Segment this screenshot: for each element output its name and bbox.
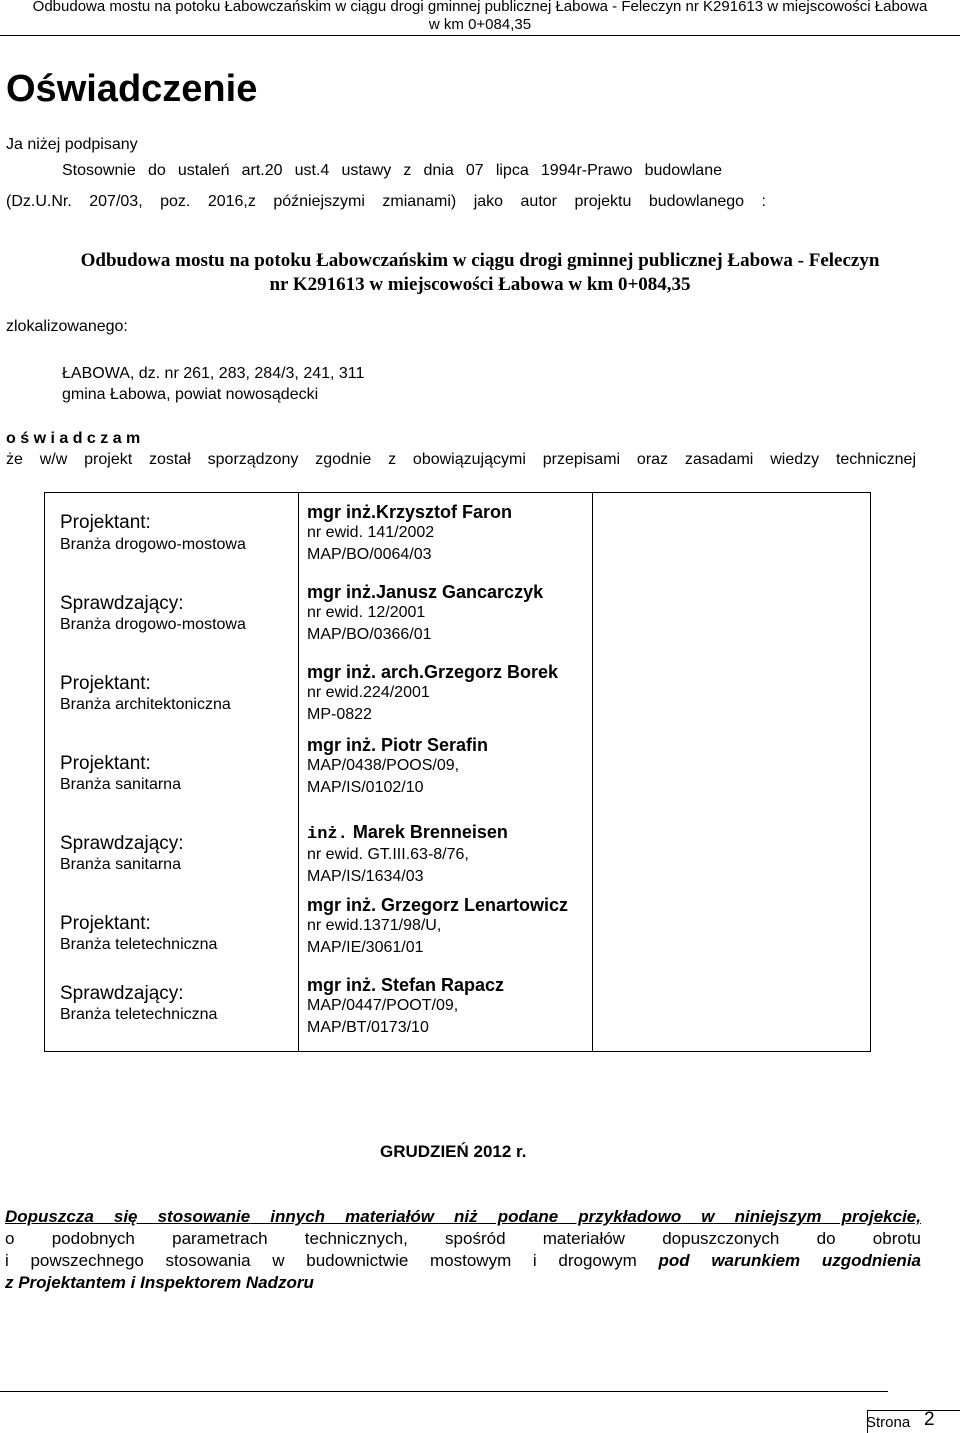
role-department: Branża sanitarna <box>60 856 181 873</box>
running-header-line-2: w km 0+084,35 <box>428 16 532 33</box>
person-license: MAP/0447/POOT/09, <box>307 997 459 1014</box>
notice-line: o podobnych parametrach technicznych, spośród materiałów dopuszczonych do obrotu <box>5 1229 921 1248</box>
project-title-line-2: nr K291613 w miejscowości Łabowa w km 0+084,35 <box>269 274 691 295</box>
intro-line-3: (Dz.U.Nr. 207/03, poz. 2016,z późniejszymi zmianami) jako autor projektu budowlanego : <box>6 193 766 210</box>
intro-line-1: Ja niżej podpisany <box>6 136 138 153</box>
person-name: mgr inż. Grzegorz Lenartowicz <box>307 895 569 915</box>
role-title: Projektant: <box>60 913 151 934</box>
person-name <box>307 822 508 844</box>
person-license: MAP/IS/0102/10 <box>307 779 424 796</box>
page-title: Oświadczenie <box>6 68 258 110</box>
role-department: Branża teletechniczna <box>60 936 218 953</box>
person-name-text: Marek Brenneisen <box>352 822 508 842</box>
person-license: MAP/0438/POOS/09, <box>307 757 460 774</box>
notice-text: i powszechnego stosowania w budownictwie mostowym i drogowym <box>5 1251 659 1270</box>
notice-line: Dopuszcza się stosowanie innych materiałów niż podane przykładowo w niniejszym projekcie, <box>5 1207 921 1226</box>
person-license: MAP/BO/0366/01 <box>307 626 432 643</box>
person-name: mgr inż.Krzysztof Faron <box>307 502 513 522</box>
project-title-line-1: Odbudowa mostu na potoku Łabowczańskim w ciągu drogi gminnej publicznej Łabowa - Feleczyn <box>80 250 880 271</box>
role-title: Projektant: <box>60 512 151 533</box>
person-license: MAP/BT/0173/10 <box>307 1019 429 1036</box>
role-title: Sprawdzający: <box>60 983 184 1004</box>
notice-line: z Projektantem i Inspektorem Nadzoru <box>5 1273 314 1292</box>
person-license: MP-0822 <box>307 706 372 723</box>
person-license: nr ewid. 12/2001 <box>307 604 426 621</box>
person-license: nr ewid. GT.III.63-8/76, <box>307 846 469 863</box>
declaration-text: że w/w projekt został sporządzony zgodnie z obowiązującymi przepisami oraz zasadami wiedzy technicznej <box>6 451 916 468</box>
person-license: MAP/IS/1634/03 <box>307 868 424 885</box>
location-label: zlokalizowanego: <box>6 318 128 335</box>
notice-line <box>5 1250 921 1272</box>
table-divider-1 <box>298 492 299 1052</box>
role-department: Branża drogowo-mostowa <box>60 536 246 553</box>
intro-line-2: Stosownie do ustaleń art.20 ust.4 ustawy z dnia 07 lipca 1994r-Prawo budowlane <box>62 162 722 179</box>
substitution-notice <box>5 1206 921 1294</box>
role-title: Projektant: <box>60 673 151 694</box>
table-divider-2 <box>592 492 593 1052</box>
notice-emphasis: pod warunkiem uzgodnienia <box>658 1251 921 1270</box>
role-department: Branża teletechniczna <box>60 1006 218 1023</box>
page-number: 2 <box>924 1409 935 1430</box>
person-license: nr ewid.224/2001 <box>307 684 430 701</box>
location-line-2: gmina Łabowa, powiat nowosądecki <box>62 386 319 403</box>
declaration-heading: o ś w i a d c z a m <box>6 430 141 447</box>
role-title: Sprawdzający: <box>60 593 184 614</box>
role-department: Branża architektoniczna <box>60 696 231 713</box>
role-title: Sprawdzający: <box>60 833 184 854</box>
header-rule <box>0 35 960 36</box>
location-line-1: ŁABOWA, dz. nr 261, 283, 284/3, 241, 311 <box>62 365 365 382</box>
person-name: mgr inż. arch.Grzegorz Borek <box>307 662 559 682</box>
person-name: mgr inż. Stefan Rapacz <box>307 975 505 995</box>
person-name: mgr inż. Piotr Serafin <box>307 735 489 755</box>
footer-rule <box>0 1391 888 1392</box>
person-name: mgr inż.Janusz Gancarczyk <box>307 582 544 602</box>
role-department: Branża drogowo-mostowa <box>60 616 246 633</box>
role-title: Projektant: <box>60 753 151 774</box>
person-name-prefix: inż. <box>307 825 348 844</box>
document-date: GRUDZIEŃ 2012 r. <box>380 1142 527 1161</box>
running-header-line-1: Odbudowa mostu na potoku Łabowczańskim w ciągu drogi gminnej publicznej Łabowa - Feleczyn nr K291613 w miejscowości Łabowa <box>32 0 928 15</box>
person-license: MAP/IE/3061/01 <box>307 939 424 956</box>
role-department: Branża sanitarna <box>60 776 181 793</box>
person-license: nr ewid.1371/98/U, <box>307 917 442 934</box>
person-license: MAP/BO/0064/03 <box>307 546 432 563</box>
person-license: nr ewid. 141/2002 <box>307 524 435 541</box>
page-label: Strona <box>866 1414 911 1431</box>
